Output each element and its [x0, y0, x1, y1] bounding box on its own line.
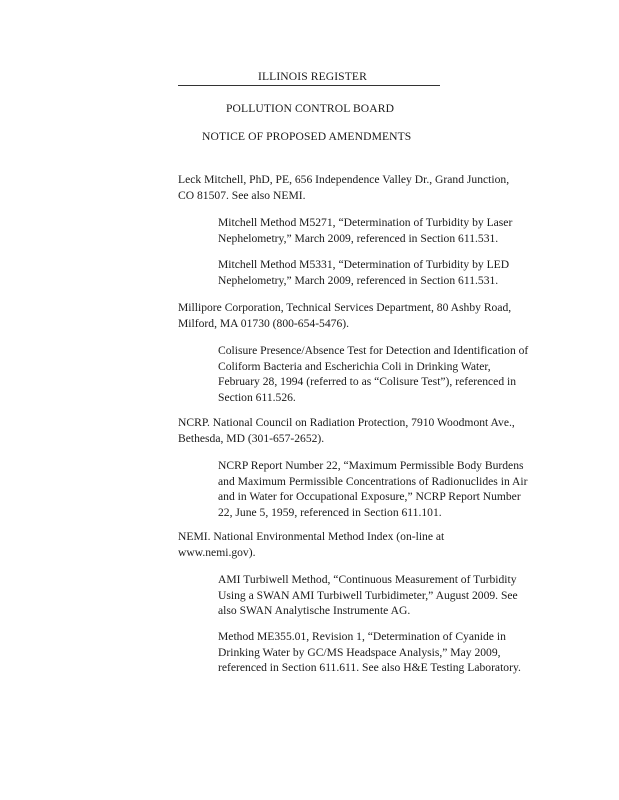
text-line: AMI Turbiwell Method, “Continuous Measurement of Turbidity	[218, 573, 517, 586]
paragraph-ncrp-report-22	[218, 458, 527, 520]
text-line: Colisure Presence/Absence Test for Detection and Identification of	[218, 344, 529, 357]
text-line: Milford, MA 01730 (800-654-5476).	[178, 316, 349, 330]
text-line: Section 611.526.	[218, 390, 296, 404]
text-line: and Maximum Permissible Concentrations of Radionuclides in Air	[218, 474, 528, 488]
text-line: Millipore Corporation, Technical Services Department, 80 Ashby Road,	[178, 301, 512, 314]
paragraph-leck-mitchell	[178, 172, 509, 203]
paragraph-colisure-test	[218, 343, 528, 405]
text-line: Using a SWAN AMI Turbiwell Turbidimeter,” August 2009. See	[218, 588, 518, 602]
register-title: ILLINOIS REGISTER	[258, 70, 367, 83]
text-line: Nephelometry,” March 2009, referenced in Section 611.531.	[218, 273, 499, 287]
board-title: POLLUTION CONTROL BOARD	[226, 102, 395, 115]
text-line: Drinking Water by GC/MS Headspace Analysis,” May 2009,	[218, 645, 501, 659]
text-line: Bethesda, MD (301-657-2652).	[178, 431, 325, 445]
paragraph-nemi	[178, 529, 444, 560]
paragraph-ncrp	[178, 415, 515, 446]
text-line: NCRP. National Council on Radiation Protection, 7910 Woodmont Ave.,	[178, 416, 515, 429]
text-line: 22, June 5, 1959, referenced in Section 611.101.	[218, 505, 442, 519]
text-line: Nephelometry,” March 2009, referenced in Section 611.531.	[218, 231, 499, 245]
text-line: Leck Mitchell, PhD, PE, 656 Independence Valley Dr., Grand Junction,	[178, 173, 510, 186]
paragraph-millipore	[178, 300, 511, 331]
notice-title: NOTICE OF PROPOSED AMENDMENTS	[202, 130, 412, 143]
text-line: Coliform Bacteria and Escherichia Coli in Drinking Water,	[218, 359, 491, 373]
text-line: also SWAN Analytische Instrumente AG.	[218, 604, 411, 617]
text-line: and in Water for Occupational Exposure,” NCRP Report Number	[218, 490, 521, 503]
text-line: www.nemi.gov).	[178, 545, 256, 559]
paragraph-mitchell-m5271	[218, 215, 512, 246]
text-line: Method ME355.01, Revision 1, “Determination of Cyanide in	[218, 630, 506, 643]
header-rule	[178, 85, 440, 86]
text-line: Mitchell Method M5271, “Determination of Turbidity by Laser	[218, 216, 513, 229]
text-line: NCRP Report Number 22, “Maximum Permissible Body Burdens	[218, 459, 524, 472]
text-line: referenced in Section 611.611. See also H&E Testing Laboratory.	[218, 661, 521, 674]
text-line: Mitchell Method M5331, “Determination of Turbidity by LED	[218, 258, 510, 271]
paragraph-mitchell-m5331	[218, 257, 509, 288]
paragraph-method-me355	[218, 629, 521, 676]
text-line: February 28, 1994 (referred to as “Colisure Test”), referenced in	[218, 375, 517, 388]
text-line: NEMI. National Environmental Method Index (on-line at	[178, 530, 445, 543]
paragraph-ami-turbiwell	[218, 572, 518, 619]
text-line: CO 81507. See also NEMI.	[178, 188, 306, 202]
